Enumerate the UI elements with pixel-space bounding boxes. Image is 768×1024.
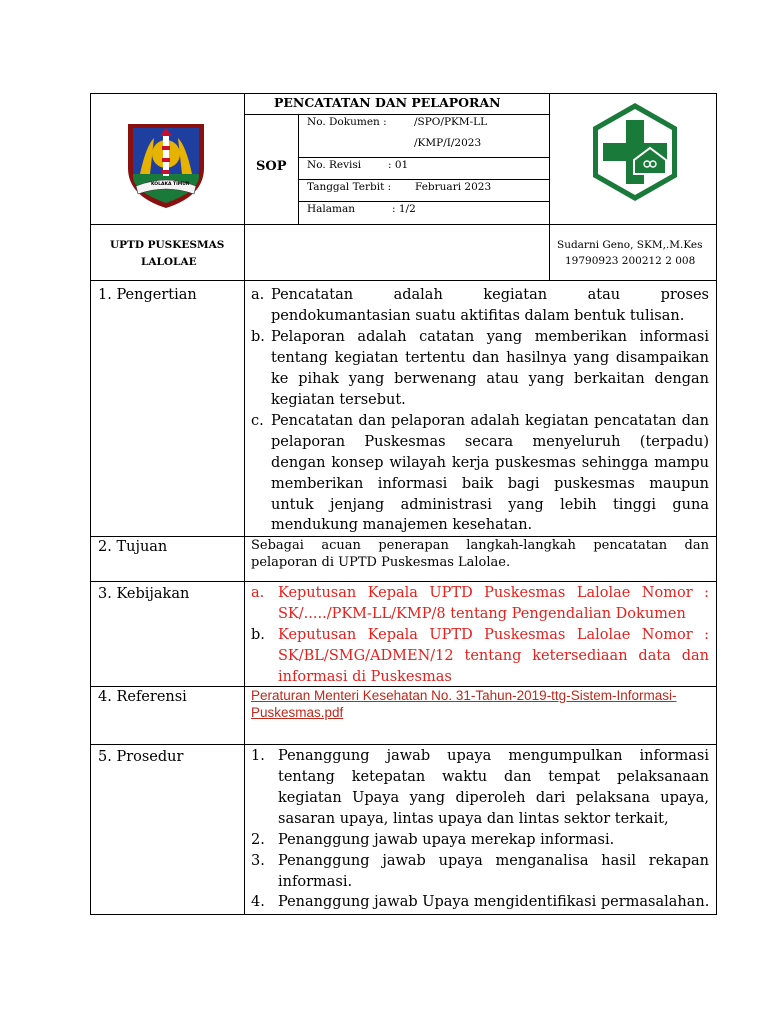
regional-emblem-logo: [120, 116, 212, 212]
row-divider-referensi: [90, 744, 717, 745]
section-label-referensi: 4. Referensi: [98, 689, 187, 705]
column-divider-logo-right: [549, 93, 550, 281]
pengertian-c-line: pelaporan Puskesmas secara menyeluruh (terpadu): [271, 434, 709, 450]
puskesmas-logo: [588, 100, 682, 204]
tanggal-terbit-label: Tanggal Terbit :: [307, 181, 392, 193]
no-revisi-label: No. Revisi: [307, 159, 362, 171]
section-label-kebijakan: 3. Kebijakan: [98, 586, 190, 602]
prosedur-step-3-line: Penanggung jawab upaya menganalisa hasil rekapan: [278, 853, 709, 869]
pengertian-a-marker: a.: [251, 287, 265, 303]
kebijakan-a-line: SK/...../PKM-LL/KMP/8 tentang Pengendalian Dokumen: [278, 606, 686, 622]
row-divider-pengertian: [90, 536, 717, 537]
prosedur-step-4-line: Penanggung jawab Upaya mengidentifikasi permasalahan.: [278, 894, 710, 910]
pengertian-c-line: memberikan informasi baik bagi puskesmas maupun: [271, 476, 709, 492]
tanggal-terbit-value: Februari 2023: [415, 181, 492, 193]
column-divider-sop: [298, 114, 299, 225]
prosedur-step-3-marker: 3.: [251, 853, 265, 869]
section-label-tujuan: 2. Tujuan: [98, 539, 168, 555]
prosedur-step-1-marker: 1.: [251, 748, 265, 764]
table-border-left: [90, 93, 91, 915]
prosedur-step-1-line: kegiatan Upaya yang diperoleh dari pelaksana upaya,: [278, 790, 709, 806]
pengertian-a-line: Pencatatan adalah kegiatan atau proses: [271, 287, 709, 303]
title-divider: [244, 114, 549, 115]
section-label-pengertian: 1. Pengertian: [98, 287, 197, 303]
meta-divider-1: [298, 157, 549, 158]
section-label-prosedur: 5. Prosedur: [98, 749, 184, 765]
pengertian-a-line: pendokumantasian suatu aktifitas dalam bentuk tulisan.: [271, 308, 685, 324]
pengertian-b-marker: b.: [251, 329, 265, 345]
row-divider-kebijakan: [90, 686, 717, 687]
signer-nip: 19790923 200212 2 008: [565, 255, 696, 267]
referensi-link[interactable]: Puskesmas.pdf: [251, 705, 344, 720]
kebijakan-a-line: Keputusan Kepala UPTD Puskesmas Lalolae Nomor :: [278, 585, 709, 601]
prosedur-step-2-marker: 2.: [251, 832, 265, 848]
kebijakan-b-line: Keputusan Kepala UPTD Puskesmas Lalolae Nomor :: [278, 627, 709, 643]
kebijakan-b-marker: b.: [251, 627, 265, 643]
meta-divider-2: [298, 179, 549, 180]
table-border-right: [716, 93, 717, 915]
pengertian-b-line: Pelaporan adalah catatan yang memberikan informasi: [271, 329, 709, 345]
document-title: PENCATATAN DAN PELAPORAN: [274, 95, 501, 110]
kebijakan-b-line: SK/BL/SMG/ADMEN/12 tentang ketersediaan data dan: [278, 648, 709, 664]
no-dokumen-value-2: /KMP/I/2023: [414, 137, 482, 149]
emblem-banner-text: KOLAKA TIMUR: [151, 182, 190, 187]
prosedur-step-1-line: Penanggung jawab upaya mengumpulkan informasi: [278, 748, 709, 764]
org-name-line1: UPTD PUSKESMAS: [110, 239, 225, 251]
header-row-divider: [90, 224, 717, 225]
no-dokumen-label: No. Dokumen :: [307, 116, 387, 128]
sop-label: SOP: [256, 159, 287, 174]
table-border-top: [90, 93, 717, 94]
pengertian-b-line: kegiatan tersebut.: [271, 392, 406, 408]
pengertian-c-marker: c.: [251, 413, 264, 429]
tujuan-line: pelaporan di UPTD Puskesmas Lalolae.: [251, 555, 511, 570]
signer-name: Sudarni Geno, SKM,.M.Kes: [557, 239, 703, 251]
prosedur-step-1-line: tentang ketepatan waktu dan tempat pelaksanaan: [278, 769, 709, 785]
pengertian-b-line: tentang kegiatan tertentu dan hasilnya yang disampaikan: [271, 350, 709, 366]
pengertian-b-line: ke pihak yang berwenang atau yang berkaitan dengan: [271, 371, 709, 387]
pengertian-c-line: dengan konsep wilayah kerja puskesmas sehingga mampu: [271, 455, 709, 471]
halaman-label: Halaman: [307, 203, 356, 215]
no-dokumen-value-1: /SPO/PKM-LL: [414, 116, 488, 128]
column-divider-label: [244, 93, 245, 915]
kebijakan-a-marker: a.: [251, 585, 265, 601]
pengertian-c-line: Pencatatan dan pelaporan adalah kegiatan pencatatan dan: [271, 413, 709, 429]
tujuan-line: Sebagai acuan penerapan langkah-langkah pencatatan dan: [251, 538, 709, 553]
pengertian-c-line: mendukung manajemen kesehatan.: [271, 517, 533, 533]
prosedur-step-4-marker: 4.: [251, 894, 265, 910]
header-bottom-divider: [90, 280, 717, 281]
prosedur-step-3-line: informasi.: [278, 874, 353, 890]
table-border-bottom: [90, 914, 717, 915]
prosedur-step-2-line: Penanggung jawab upaya merekap informasi.: [278, 832, 615, 848]
prosedur-step-1-line: sasaran upaya, lintas upaya dan lintas sektor terkait,: [278, 811, 669, 827]
halaman-value: : 1/2: [392, 203, 416, 215]
referensi-link[interactable]: Peraturan Menteri Kesehatan No. 31-Tahun-2019-ttg-Sistem-Informasi-: [251, 688, 677, 703]
no-revisi-value: : 01: [388, 159, 409, 171]
pengertian-c-line: untuk jenjang administrasi yang lebih tinggi guna: [271, 497, 709, 513]
org-name-line2: LALOLAE: [141, 256, 197, 268]
kebijakan-b-line: informasi di Puskesmas: [278, 669, 452, 685]
row-divider-tujuan: [90, 581, 717, 582]
meta-divider-3: [298, 201, 549, 202]
